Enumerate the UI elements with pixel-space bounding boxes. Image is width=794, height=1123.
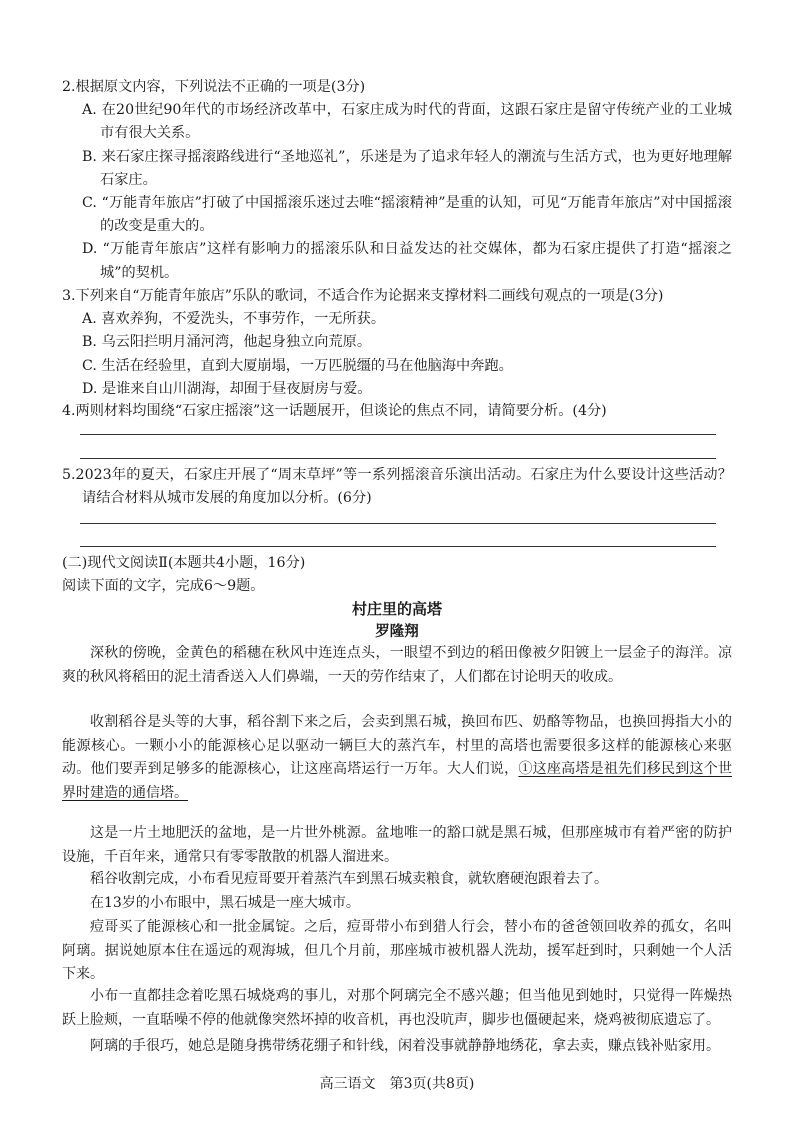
story-title: 村庄里的高塔 [351, 600, 442, 618]
page-footer: 高三语文 第3页(共8页) [319, 1076, 475, 1092]
question-3-option-a: A. 喜欢养狗，不爱洗头，不事劳作，一无所获。 [82, 311, 386, 328]
answer-line[interactable] [80, 434, 716, 435]
question-2-stem: 2.根据原文内容，下列说法不正确的一项是(3分) [62, 79, 366, 95]
question-5 [62, 464, 732, 510]
question-3-option-b: B. 乌云阳拦明月涌河湾，他起身独立向荒原。 [82, 334, 372, 351]
story-paragraph [62, 711, 732, 805]
story-paragraph: 小布一直都挂念着吃黑石城烧鸡的事儿，对那个阿璃完全不感兴趣；但当他见到她时，只觉得一阵燥热跃上脸颊，一直聒噪不停的他就像突然坏掉的收音机，再也没吭声，脚步也僵硬起来，烧鸡被彻底遗忘了。 [62, 988, 732, 1028]
answer-line[interactable] [80, 546, 716, 547]
story-paragraph-text: 收割稻谷是头等的大事，稻谷割下来之后，会卖到黑石城，换回布匹、奶酪等物品，也换回拇指大小的能源核心。一颗小小的能源核心足以驱动一辆巨大的蒸汽车，村里的高塔也需要很多这样的能源核心来驱动。他们要弄到足够多的能源核心，让这座高塔运行一万年。大人们说， [62, 714, 732, 777]
section-2 [62, 552, 732, 598]
question-2-option-a: A. 在20世纪90年代的市场经济改革中，石家庄成为时代的背面，这跟石家庄是留守传统产业的工业城市有很大关系。 [82, 102, 732, 142]
answer-line[interactable] [80, 523, 716, 524]
question-3-stem: 3.下列来自“万能青年旅店”乐队的歌词，不适合作为论据来支撑材料二画线句观点的一项是(3分) [62, 288, 664, 304]
section-2-heading: (二)现代文阅读Ⅱ(本题共4小题，16分) [62, 555, 306, 571]
story-paragraph: 在13岁的小布眼中，黑石城是一座大城市。 [90, 895, 360, 911]
answer-line[interactable] [80, 458, 716, 459]
question-2-option-b: B. 来石家庄探寻摇滚路线进行“圣地巡礼”，乐迷是为了追求年轻人的潮流与生活方式，也为更好地理解石家庄。 [82, 148, 732, 188]
story-paragraph: 深秋的傍晚，金黄色的稻穗在秋风中连连点头，一眼望不到边的稻田像被夕阳镀上一层金子的海洋。凉爽的秋风将稻田的泥土清香送入人们鼻端，一天的劳作结束了，人们都在讨论明天的收成。 [62, 645, 732, 685]
story-author: 罗隆翔 [375, 623, 419, 640]
question-5-stem: 5.2023年的夏天，石家庄开展了“周末草坪”等一系列摇滚音乐演出活动。石家庄为什么要设计这些活动？请结合材料从城市发展的角度加以分析。(6分) [62, 467, 732, 507]
underlined-sentence-1: ①这座高塔是祖先们移民到这个世界时建造的通信塔。 [62, 761, 733, 801]
story-paragraph: 这是一片土地肥沃的盆地，是一片世外桃源。盆地唯一的豁口就是黑石城，但那座城市有着严密的防护设施，千百年来，通常只有零零散散的机器人溜进来。 [62, 825, 732, 865]
question-3 [62, 285, 732, 401]
question-3-option-d: D. 是谁来自山川湖海，却囿于昼夜厨房与爱。 [82, 380, 372, 397]
story-paragraph: 稻谷收割完成，小布看见痘哥要开着蒸汽车到黑石城卖粮食，就软磨硬泡跟着去了。 [90, 871, 608, 887]
section-2-instruction: 阅读下面的文字，完成6～9题。 [62, 578, 265, 595]
question-2-option-c: C. “万能青年旅店”打破了中国摇滚乐迷过去唯“摇滚精神”是重的认知，可见“万能青年旅店”对中国摇滚的改变是重大的。 [82, 195, 732, 235]
story-paragraph: 阿璃的手很巧，她总是随身携带绣花绷子和针线，闲着没事就静静地绣花，拿去卖，赚点钱补贴家用。 [90, 1038, 720, 1054]
question-4-stem: 4.两则材料均围绕“石家庄摇滚”这一话题展开，但谈论的焦点不同，请简要分析。(4分) [62, 403, 607, 419]
question-3-option-c: C. 生活在经验里，直到大厦崩塌，一万匹脱缰的马在他脑海中奔跑。 [82, 357, 513, 374]
question-4 [62, 400, 732, 423]
question-2 [62, 76, 732, 285]
story-paragraph: 痘哥买了能源核心和一批金属锭。之后，痘哥带小布到猎人行会，替小布的爸爸领回收养的孤女，名叫阿璃。据说她原本住在遥远的观海城，但几个月前，那座城市被机器人洗劫，援军赶到时，只剩她一个人活下来。 [62, 919, 732, 982]
question-2-option-d: D. “万能青年旅店”这样有影响力的摇滚乐队和日益发达的社交媒体，都为石家庄提供了打造“摇滚之城”的契机。 [82, 241, 732, 281]
